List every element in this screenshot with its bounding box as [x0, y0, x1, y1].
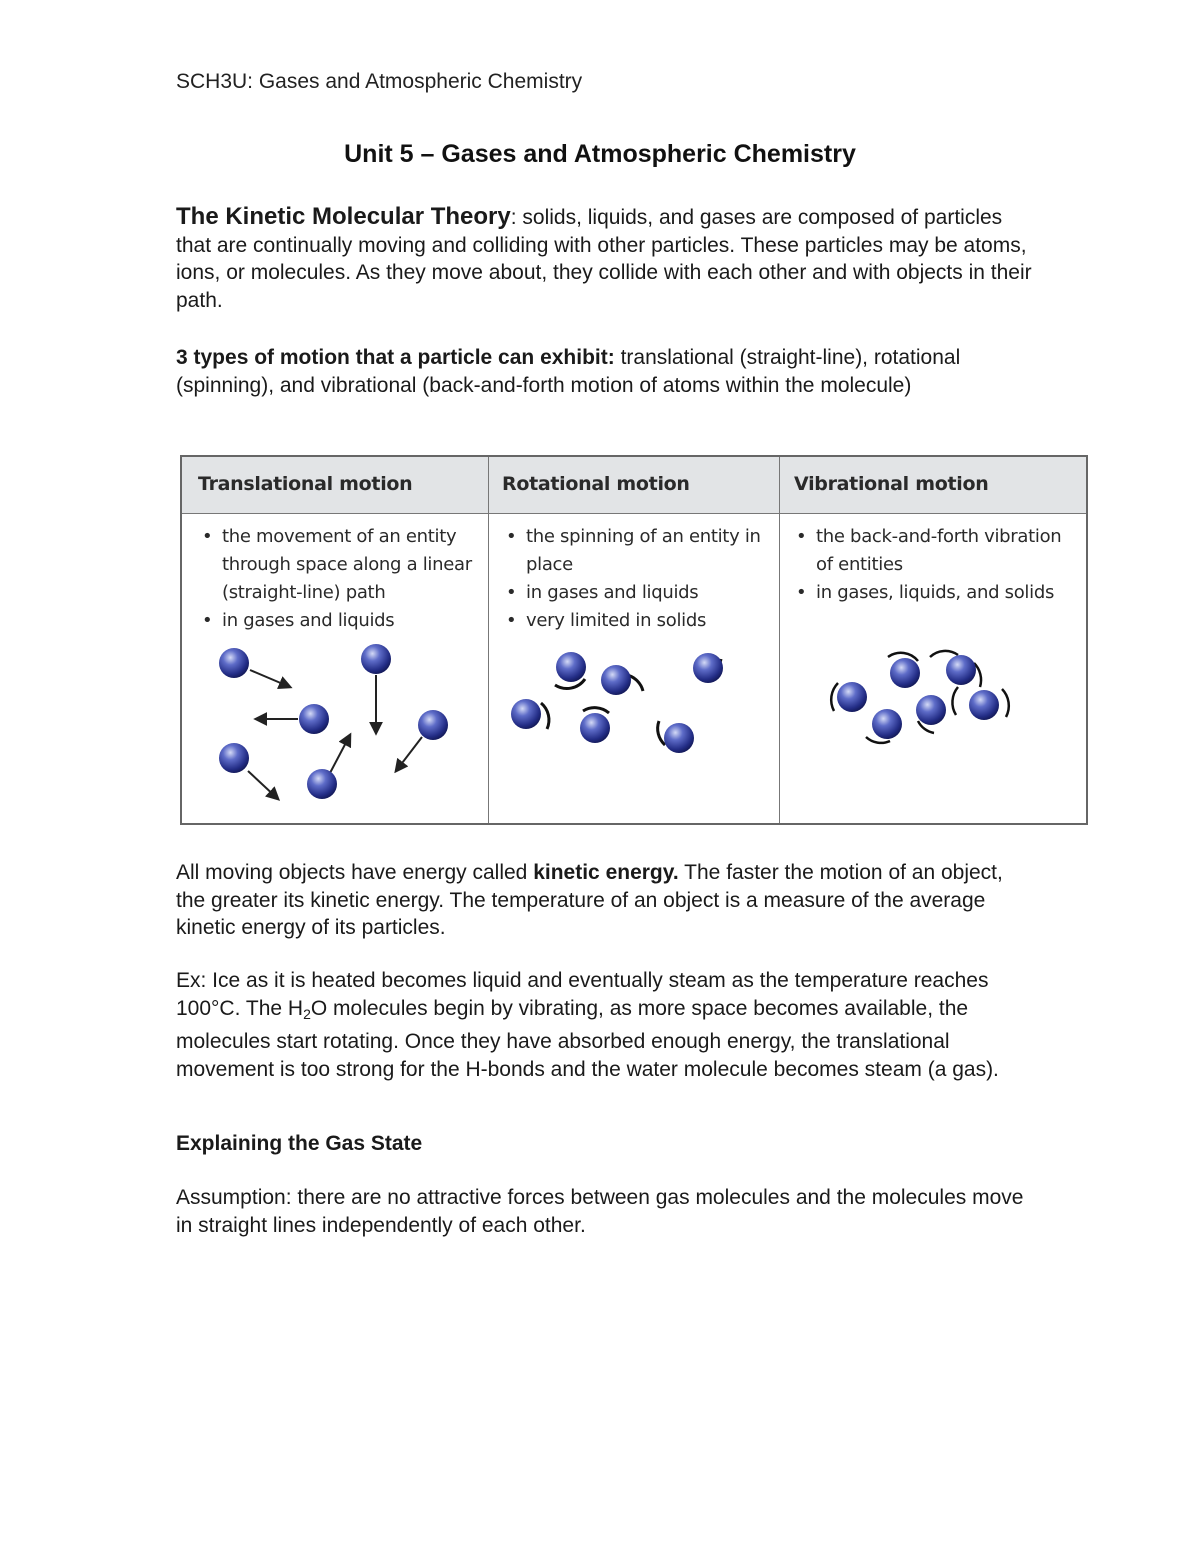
translational-illustration: [182, 627, 488, 817]
vibrational-bullets: [794, 523, 1079, 607]
motion-types-paragraph: [176, 344, 1036, 399]
particle: [872, 709, 902, 739]
example-pre: Ex: Ice as it is heated becomes liquid and eventually steam as the temperature reaches 100°C. The H: [176, 969, 989, 1020]
list-item: • very limited in solids: [504, 607, 764, 635]
particle: [664, 723, 694, 753]
kinetic-energy-paragraph: [176, 859, 1036, 942]
kinetic-post: The faster the motion of an object, the greater its kinetic energy. The temperature of an object is a measure of the average kinetic energy of its particles.: [176, 861, 1003, 939]
particle: [890, 658, 920, 688]
particle: [916, 695, 946, 725]
particle: [219, 648, 249, 678]
particle: [299, 704, 329, 734]
example-post: O molecules begin by vibrating, as more space becomes available, the molecules start rotating. Once they have absorbed enough energy, the translational movement is too strong for the H-bonds and the water molecule becomes steam (a gas).: [176, 996, 999, 1081]
motion-types-lead: 3 types of motion that a particle can exhibit:: [176, 346, 615, 369]
particle: [837, 682, 867, 712]
kmt-term: The Kinetic Molecular Theory: [176, 203, 511, 230]
gas-state-heading: [176, 1130, 1036, 1158]
list-item: • in gases and liquids: [200, 607, 480, 635]
translational-bullets: [200, 523, 480, 635]
list-item: • the spinning of an entity in place: [504, 523, 764, 579]
rotational-bullets: [504, 523, 764, 635]
motion-arrow: [250, 670, 290, 687]
example-paragraph: [176, 967, 1036, 1083]
motion-arrow: [396, 737, 422, 771]
particle: [580, 713, 610, 743]
kmt-text: : solids, liquids, and gases are composed of particles that are continually moving and colliding with other particles. These particles may be atoms, ions, or molecules. As they move about, they collide with each other and with objects in their path.: [176, 206, 1032, 312]
particle: [969, 690, 999, 720]
motion-figure: [180, 455, 1088, 825]
subscript-two: 2: [303, 1005, 311, 1022]
list-item: • in gases and liquids: [504, 579, 764, 607]
motion-arrow: [330, 735, 350, 773]
rotational-illustration: [489, 637, 779, 817]
running-header: SCH3U: Gases and Atmospheric Chemistry: [176, 70, 583, 93]
particle: [307, 769, 337, 799]
particle: [556, 652, 586, 682]
kinetic-energy-term: kinetic energy.: [533, 861, 679, 884]
particle: [511, 699, 541, 729]
list-item: • the back-and-forth vibration of entities: [794, 523, 1079, 579]
page-title: Unit 5 – Gases and Atmospheric Chemistry: [344, 140, 856, 168]
particle: [946, 655, 976, 685]
motion-arrow: [248, 771, 278, 799]
kinetic-pre: All moving objects have energy called: [176, 861, 534, 884]
column-title-vibrational: Vibrational motion: [794, 473, 989, 495]
column-title-translational: Translational motion: [198, 473, 413, 495]
kmt-paragraph: [176, 203, 1036, 314]
column-title-rotational: Rotational motion: [502, 473, 690, 495]
assumption-paragraph: Assumption: there are no attractive forces between gas molecules and the molecules move in straight lines independently of each other.: [176, 1186, 1024, 1237]
list-item: • in gases, liquids, and solids: [794, 579, 1079, 607]
particle: [219, 743, 249, 773]
particle: [361, 644, 391, 674]
particle: [693, 653, 723, 683]
section-heading: Explaining the Gas State: [176, 1132, 423, 1155]
list-item: • the movement of an entity through space along a linear (straight-line) path: [200, 523, 480, 607]
particle: [418, 710, 448, 740]
particle: [601, 665, 631, 695]
vibrational-illustration: [780, 637, 1086, 817]
motion-types-text: translational (straight-line), rotational (spinning), and vibrational (back-and-forth motion of atoms within the molecule): [176, 346, 961, 397]
